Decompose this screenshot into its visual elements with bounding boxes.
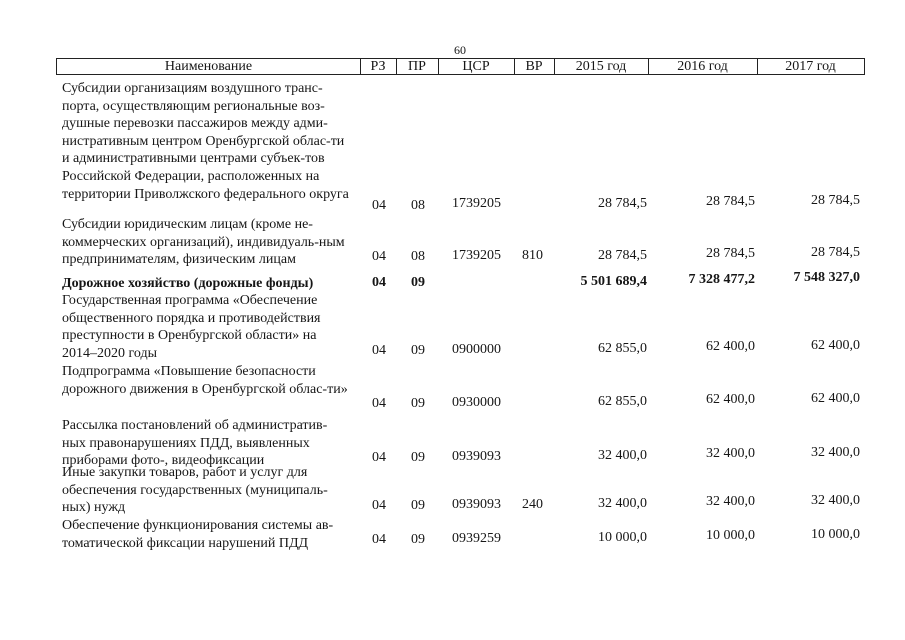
page-number: 60 — [454, 43, 466, 57]
row-pr: 09 — [411, 275, 425, 290]
row-2016: 32 400,0 — [706, 494, 755, 509]
header-vr: ВР — [514, 59, 555, 74]
row-pr: 09 — [411, 343, 425, 358]
row-csr: 0939259 — [452, 531, 501, 546]
row-2015: 62 855,0 — [598, 341, 647, 356]
row-name: Субсидии юридическим лицам (кроме не-коммерческих организаций), индивидуаль-ным предпринимателям, физическим лицам — [62, 217, 345, 268]
row-2016: 62 400,0 — [706, 339, 755, 354]
row-2017: 32 400,0 — [811, 493, 860, 508]
row-vr: 240 — [522, 497, 543, 512]
row-csr: 0939093 — [452, 449, 501, 464]
row-rz: 04 — [372, 498, 386, 513]
row-name: Подпрограмма «Повышение безопасности дорожного движения в Оренбургской облас-ти» — [62, 364, 348, 397]
header-name: Наименование — [57, 59, 361, 74]
row-2017: 10 000,0 — [811, 527, 860, 542]
row-2015: 62 855,0 — [598, 394, 647, 409]
row-2017: 62 400,0 — [811, 391, 860, 406]
row-rz: 04 — [372, 249, 386, 264]
row-name: Иные закупки товаров, работ и услуг для обеспечения государственных (муниципаль-ных) нужд — [62, 465, 328, 516]
row-2016: 7 328 477,2 — [688, 272, 755, 287]
row-csr: 1739205 — [452, 196, 501, 211]
header-rz: РЗ — [360, 59, 397, 74]
row-name: Обеспечение функционирования системы ав-томатической фиксации нарушений ПДД — [62, 518, 334, 551]
row-2015: 5 501 689,4 — [580, 274, 647, 289]
row-name: Рассылка постановлений об административ-ных правонарушениях ПДД, выявленных приборами фото-, видеофиксации — [62, 418, 328, 469]
row-pr: 08 — [411, 198, 425, 213]
row-2016: 62 400,0 — [706, 392, 755, 407]
row-2016: 10 000,0 — [706, 528, 755, 543]
header-2017: 2017 год — [785, 59, 836, 74]
row-2017: 28 784,5 — [811, 245, 860, 260]
row-vr: 810 — [522, 248, 543, 263]
row-2015: 32 400,0 — [598, 496, 647, 511]
row-2016: 32 400,0 — [706, 446, 755, 461]
header-pr: ПР — [396, 59, 439, 74]
row-2015: 10 000,0 — [598, 530, 647, 545]
row-rz: 04 — [372, 275, 386, 290]
row-pr: 09 — [411, 532, 425, 547]
row-pr: 09 — [411, 498, 425, 513]
row-pr: 09 — [411, 450, 425, 465]
row-2016: 28 784,5 — [706, 246, 755, 261]
row-csr: 1739205 — [452, 248, 501, 263]
row-csr: 0900000 — [452, 342, 501, 357]
row-name: Государственная программа «Обеспечение общественного порядка и противодействия преступности в Оренбургской области» на 2014–2020 годы — [62, 293, 321, 361]
header-csr: ЦСР — [438, 59, 515, 74]
row-2017: 62 400,0 — [811, 338, 860, 353]
row-name: Дорожное хозяйство (дорожные фонды) — [62, 276, 314, 291]
table-header — [56, 58, 865, 75]
row-rz: 04 — [372, 198, 386, 213]
row-csr: 0939093 — [452, 497, 501, 512]
row-rz: 04 — [372, 396, 386, 411]
header-2016: 2016 год — [648, 59, 758, 74]
row-2015: 28 784,5 — [598, 196, 647, 211]
row-csr: 0930000 — [452, 395, 501, 410]
row-2016: 28 784,5 — [706, 194, 755, 209]
row-pr: 09 — [411, 396, 425, 411]
row-name: Субсидии организациям воздушного транс-порта, осуществляющим региональные воз-душные перевозки пассажиров между адми-нистративным центром Оренбургской облас-ти и административными центрами субъек-тов Российской Федерации, расположенных на территории Приволжского федерального округа — [62, 81, 349, 202]
row-2017: 28 784,5 — [811, 193, 860, 208]
row-rz: 04 — [372, 532, 386, 547]
header-2015: 2015 год — [554, 59, 649, 74]
row-pr: 08 — [411, 249, 425, 264]
row-2017: 7 548 327,0 — [793, 270, 860, 285]
row-2015: 28 784,5 — [598, 248, 647, 263]
row-rz: 04 — [372, 343, 386, 358]
row-rz: 04 — [372, 450, 386, 465]
row-2017: 32 400,0 — [811, 445, 860, 460]
row-2015: 32 400,0 — [598, 448, 647, 463]
